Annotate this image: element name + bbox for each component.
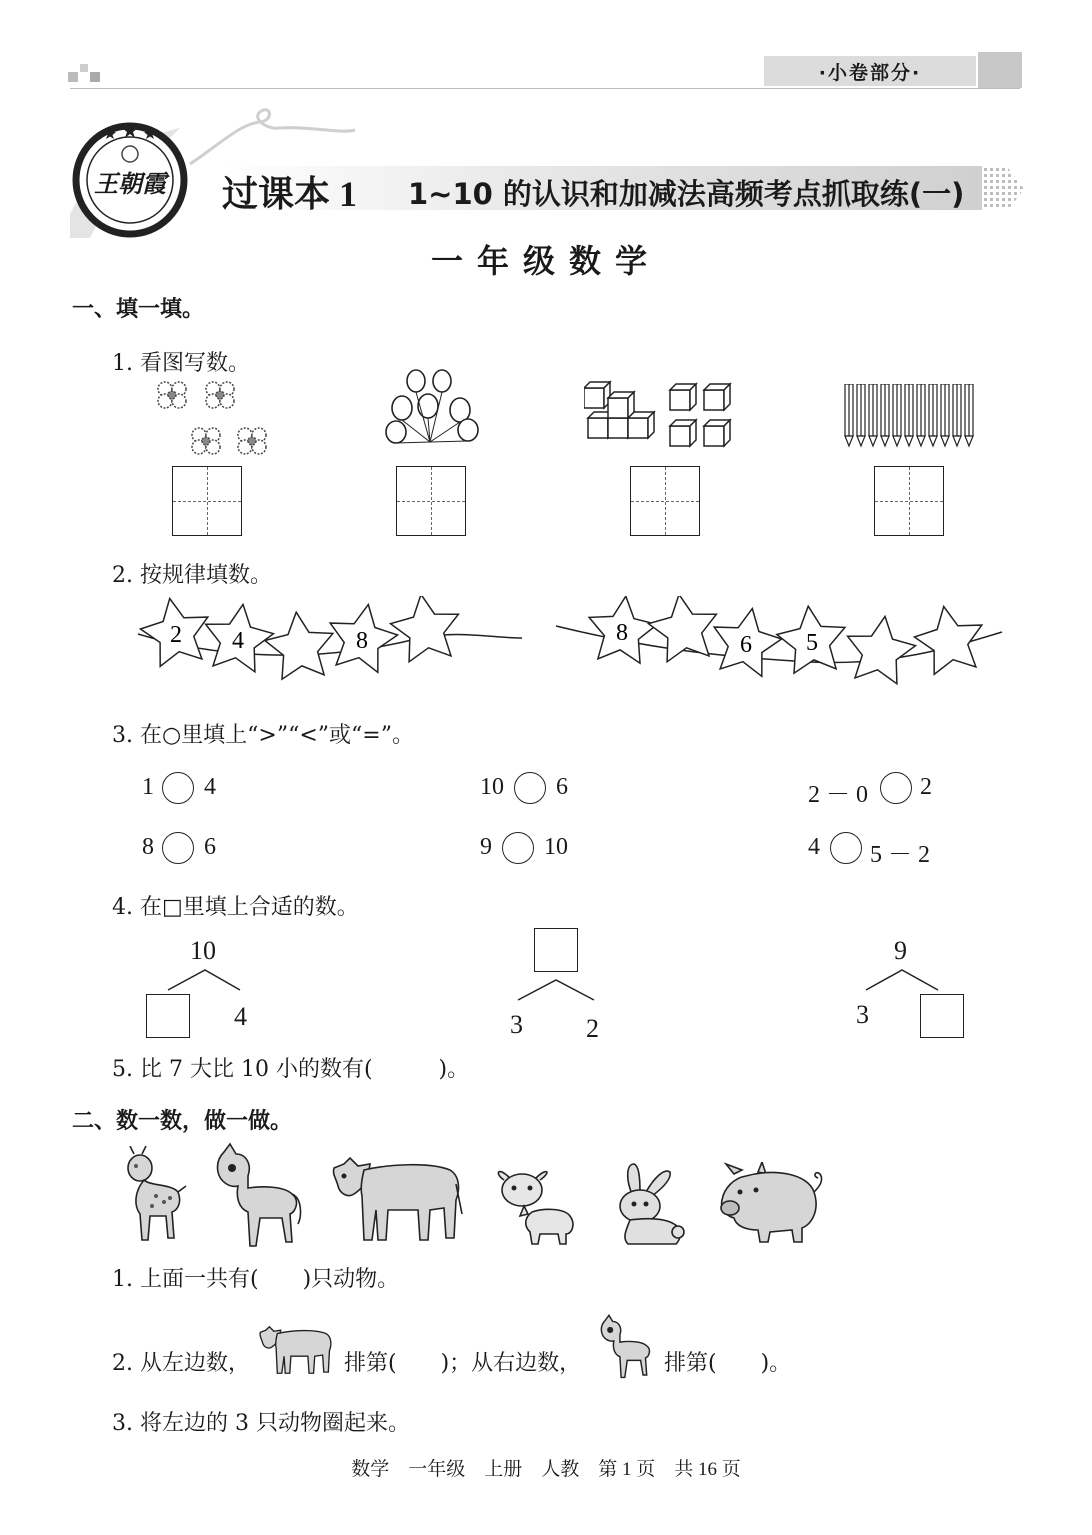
compare-left-value: 10 [480,774,504,800]
bond-a-top: 10 [190,936,216,965]
question-2-1: 1. 上面一共有( )只动物。 [112,1267,400,1292]
compare-right-value: 10 [544,834,568,860]
compare-left-value: 1 [142,774,154,800]
question-2-2-part-a: 2. 从左边数， [112,1351,250,1376]
bond-b-left: 3 [510,1010,523,1039]
bond-a-right: 4 [234,1002,247,1031]
section-heading-2: 二、数一数，做一做。 [72,1109,293,1134]
rabbit-icon [606,1160,686,1250]
cow-icon [330,1154,464,1244]
horse-icon [212,1142,304,1250]
lesson-label: 过课本 1 [222,174,358,214]
question-1-1: 1. 看图写数。 [112,351,250,376]
question-1-3: 3. 在○里填上“>”“<”或“=”。 [112,723,414,748]
right-star-number: 5 [806,630,818,656]
right-star-number: 6 [740,632,752,658]
left-star-number: 2 [170,622,182,648]
question-2-2-part-b: 排第( )；从右边数， [344,1351,582,1376]
question-1-4: 4. 在□里填上合适的数。 [112,895,359,920]
bond-c-left: 3 [856,1000,869,1029]
goat-icon [494,1168,580,1248]
compare-right-value: 6 [204,834,216,860]
question-2-2-part-c: 排第( )。 [664,1351,792,1376]
question-2-3: 3. 将左边的 3 只动物圈起来。 [112,1411,410,1436]
page-footer: 数学 一年级 上册 人教 第 1 页 共 16 页 [351,1459,741,1480]
compare-right-value: 6 [556,774,568,800]
bond-b-top-box[interactable] [534,928,578,972]
page-subtitle: 一年级数学 [430,242,661,280]
deer-icon [120,1146,190,1246]
compare-right-value: 4 [204,774,216,800]
compare-left-value: 2 － 0 [808,782,868,808]
compare-left-value: 4 [808,834,820,860]
question-1-5: 5. 比 7 大比 10 小的数有( )。 [112,1057,470,1082]
compare-left-value: 9 [480,834,492,860]
bond-a-left-box[interactable] [146,994,190,1038]
compare-right-value: 5 － 2 [870,842,930,868]
compare-left-value: 8 [142,834,154,860]
bond-b-right: 2 [586,1014,599,1043]
compare-right-value: 2 [920,774,932,800]
bond-c-top: 9 [894,936,907,965]
left-star-number: 8 [356,628,368,654]
question-1-2: 2. 按规律填数。 [112,563,272,588]
pig-icon [716,1162,826,1246]
cow-icon [258,1324,334,1376]
page-title: 1~10 的认识和加减法高频考点抓取练(一) [408,177,965,211]
section-heading-1: 一、填一填。 [72,297,205,322]
section-tab: ·小卷部分· [764,56,976,86]
left-star-number: 4 [232,628,244,654]
right-star-number: 8 [616,620,628,646]
brand-name: 王朝霞 [94,172,166,198]
bond-c-right-box[interactable] [920,994,964,1038]
horse-icon [598,1314,654,1380]
